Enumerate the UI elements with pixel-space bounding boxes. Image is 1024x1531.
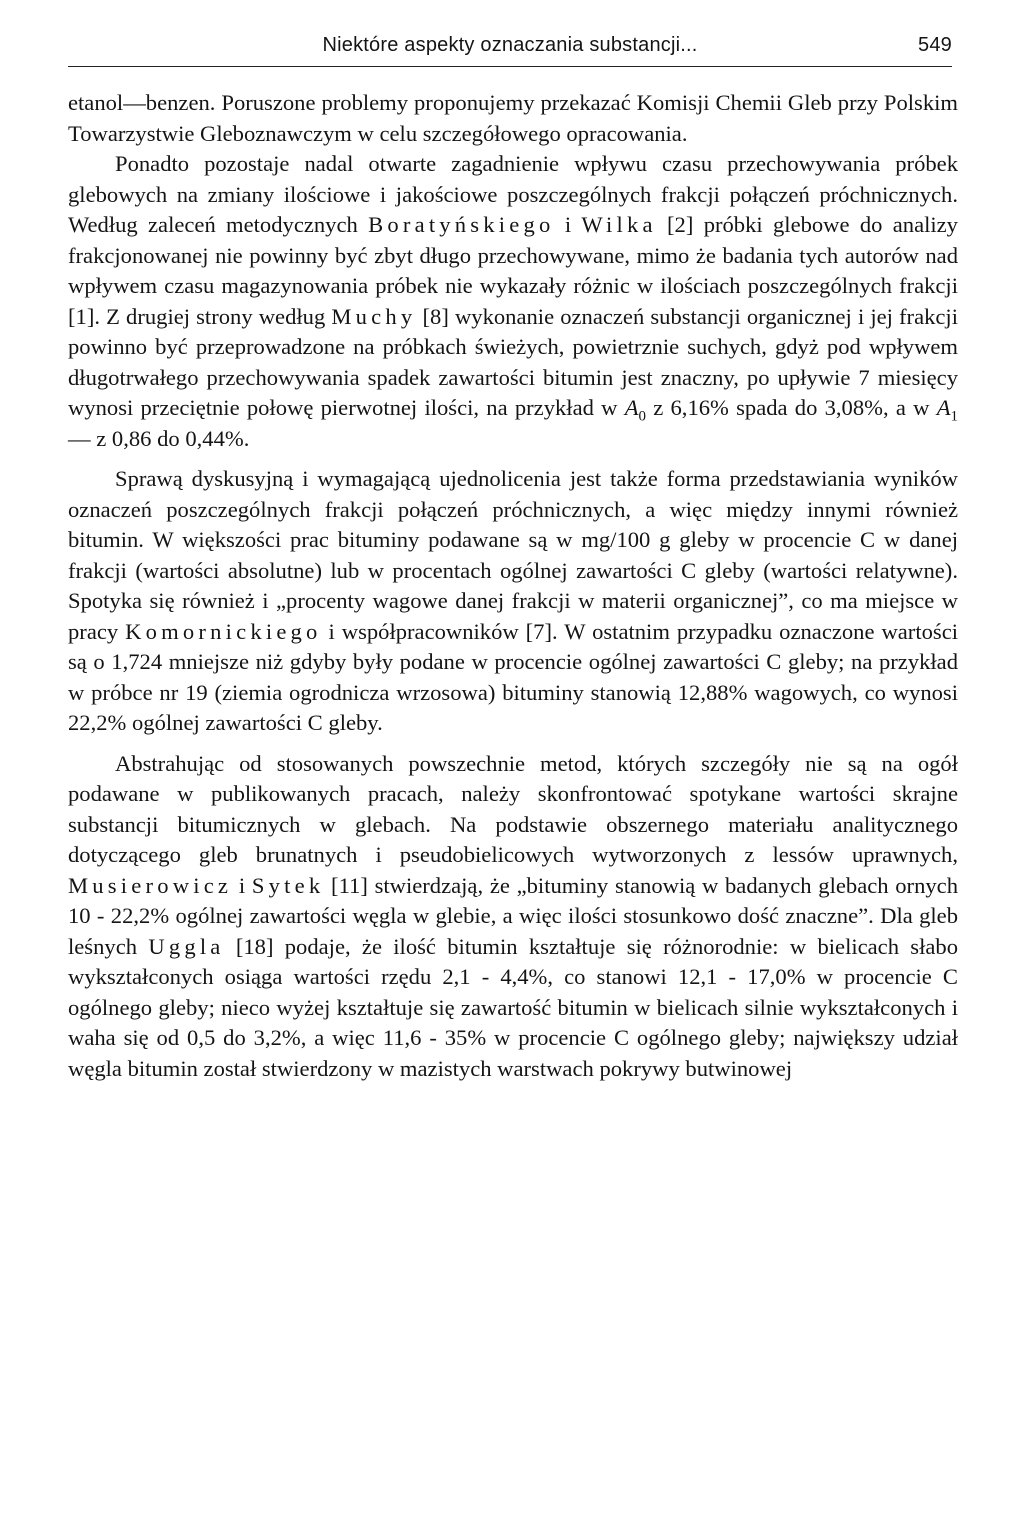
subscript: 1 — [950, 408, 958, 425]
text-run: i — [232, 872, 252, 898]
text-run: i współpracowników [7]. W ostatnim przypadku oznaczone wartości są o 1,724 mniejsze niż gdyby były podane w procencie ogólnej zawartości C gleby; na przykład w próbce nr 19 (ziemia ogrodnicza wrzosowa) bituminy stanowią 12,88% wagowych, co wynosi 22,2% ogólnej zawartości C gleby. — [68, 618, 958, 735]
header-rule — [68, 66, 952, 67]
text-run: [2] próbki glebowe do analizy frakcjonowanej nie powinny być zbyt długo przechowywane, mimo że badania tych autorów nad wpływem czasu magazynowania próbek nie wykazały różnic w ilościach poszczególnych frakcji [1]. Z drugiej strony według — [68, 212, 958, 329]
author-name: Komornickiego — [125, 618, 322, 644]
text-run: i — [554, 212, 582, 237]
running-title: Niektóre aspekty oznaczania substancji... — [322, 34, 698, 56]
symbol-italic: A — [936, 395, 951, 420]
author-name: Sytek — [251, 872, 325, 898]
subscript: 0 — [638, 408, 646, 425]
text-run: Abstrahując od stosowanych powszechnie metod, których szczegóły nie są na ogół podawane w publikowanych pracach, należy skonfrontować spotykane wartości skrajne substancji bitumicznych w glebach. Na podstawie obszernego materiału analitycznego dotyczącego gleb brunatnych i pseudobielicowych wytworzonych z lessów uprawnych, — [68, 750, 958, 867]
text-run: etanol—benzen. Poruszone problemy proponujemy przekazać Komisji Chemii Gleb przy Polskim Towarzystwie Gleboznawczym w celu szczegółowego opracowania. — [68, 90, 958, 146]
author-name: Uggla — [148, 933, 225, 959]
text-run: z 6,16% spada do 3,08%, a w — [646, 395, 937, 420]
text-run: Ponadto pozostaje nadal otwarte zagadnienie wpływu czasu przechowywania próbek glebowych na zmiany ilościowe i jakościowe poszczególnych frakcji połączeń próchnicznych. Według zaleceń metodycznych — [68, 151, 958, 237]
symbol-italic: A — [624, 395, 639, 420]
author-name: Musierowicz — [68, 872, 233, 898]
text-run: [11] stwierdzają, że „bituminy stanowią w badanych glebach ornych 10 - 22,2% ogólnej zawartości węgla w glebie, a więc ilości stosunkowo dość znaczne”. Dla gleb leśnych — [68, 872, 959, 959]
author-name: Muchy — [331, 303, 417, 329]
body-text — [68, 88, 958, 1084]
text-run: [8] wykonanie oznaczeń substancji organicznej i jej frakcji powinno być przeprowadzone na próbkach świeżych, powietrznie suchych, gdyż pod wpływem długotrwałego przechowywania spadek zawartości bitumin jest znaczny, po upływie 7 miesięcy wynosi przeciętnie połowę pierwotnej ilości, na przykład w — [68, 303, 958, 420]
paragraph-2 — [68, 149, 958, 454]
text-run: Sprawą dyskusyjną i wymagającą ujednolicenia jest także forma przedstawiania wyników oznaczeń poszczególnych frakcji połączeń próchnicznych, a więc między innymi również bitumin. W większości prac bituminy podawane są w mg/100 g gleby w procencie C w danej frakcji (wartości absolutne) lub w procentach ogólnej zawartości C gleby (wartości relatywne). Spotyka się również i „procenty wagowe danej frakcji w materii organicznej”, co ma miejsce w pracy — [68, 466, 958, 644]
running-head — [68, 28, 952, 64]
paragraph-3 — [68, 464, 958, 739]
page-number: 549 — [918, 34, 952, 56]
paragraph-4 — [68, 749, 958, 1085]
text-run: [18] podaje, że ilość bitumin kształtuje się różnorodnie: w bielicach słabo wykształconych osiąga wartości rzędu 2,1 - 4,4%, co stanowi 12,1 - 17,0% w procencie C ogólnego gleby; nieco wyżej kształtuje się zawartość bitumin w bielicach silnie wykształconych i waha się od 0,5 do 3,2%, a więc 11,6 - 35% w procencie C ogólnego gleby; największy udział węgla bitumin został stwierdzony w mazistych warstwach pokrywy butwinowej — [68, 933, 958, 1081]
text-run: — z 0,86 do 0,44%. — [68, 425, 250, 451]
author-name: Boratyńskiego — [368, 212, 555, 237]
paragraph-1 — [68, 88, 958, 149]
author-name: Wilka — [581, 212, 657, 237]
